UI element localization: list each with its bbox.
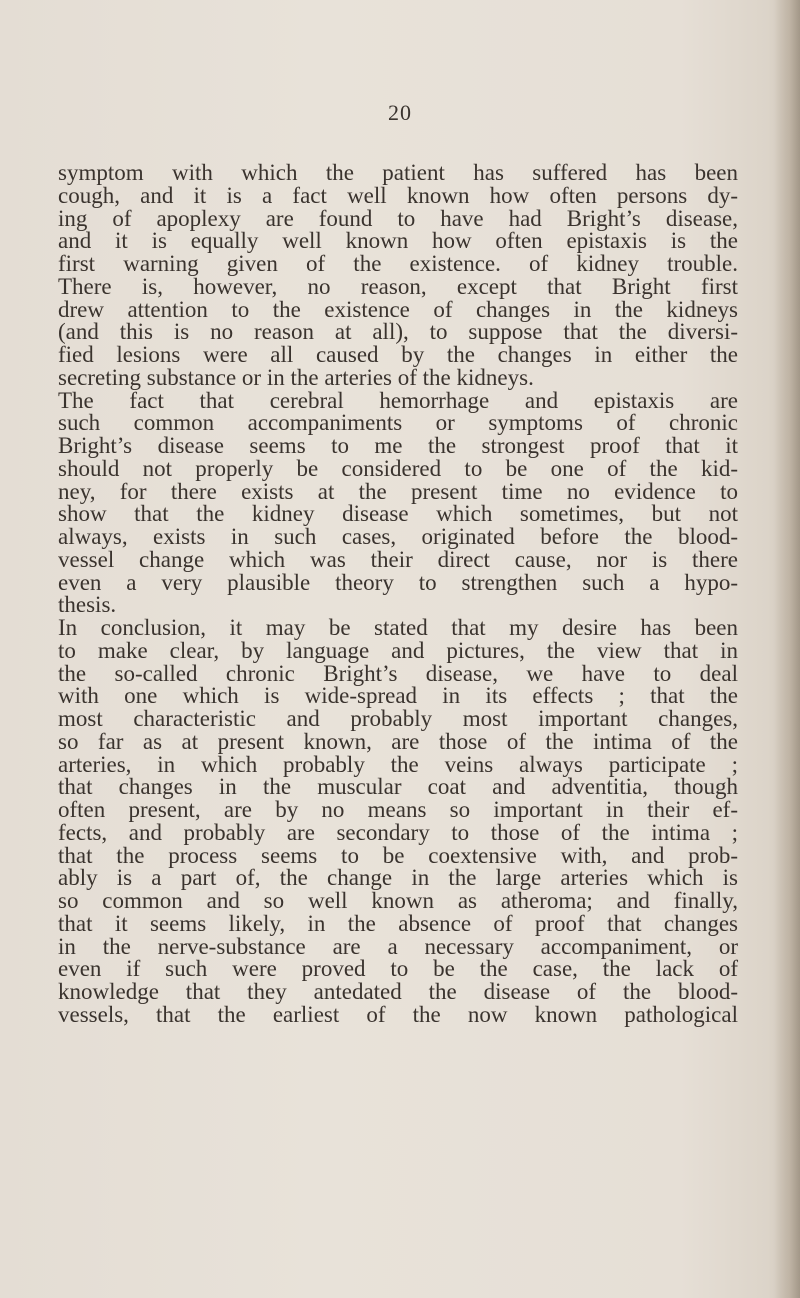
- text-line: in the nerve-substance are a necessary accompaniment, or: [58, 933, 738, 959]
- text-line: so common and so well known as atheroma; and finally,: [58, 888, 738, 913]
- text-line: show that the kidney disease which sometimes, but not: [58, 501, 738, 527]
- text-line: that changes in the muscular coat and adventitia, though: [58, 774, 738, 800]
- text-line: The fact that cerebral hemorrhage and epistaxis are: [58, 387, 738, 413]
- text-line: always, exists in such cases, originated before the blood-: [58, 524, 738, 549]
- text-line: and it is equally well known how often epistaxis is the: [58, 228, 738, 254]
- text-line: fied lesions were all caused by the changes in either the: [58, 342, 738, 367]
- page-edge-shadow: [774, 0, 800, 1298]
- text-line: even if such were proved to be the case, the lack of: [58, 956, 738, 982]
- text-line: arteries, in which probably the veins always participate ;: [58, 751, 738, 777]
- text-line: most characteristic and probably most important changes,: [58, 706, 738, 731]
- text-line: such common accompaniments or symptoms of chronic: [58, 410, 738, 436]
- text-line: (and this is no reason at all), to suppose that the diversi-: [58, 319, 738, 345]
- text-line: ney, for there exists at the present time no evidence to: [58, 478, 738, 504]
- text-line: even a very plausible theory to strengthen such a hypo-: [58, 569, 738, 595]
- text-line: often present, are by no means so important in their ef-: [58, 797, 738, 822]
- text-line: first warning given of the existence. of kidney trouble.: [58, 251, 738, 276]
- text-line: that the process seems to be coextensive with, and prob-: [58, 842, 738, 868]
- text-line: with one which is wide-spread in its effects ; that the: [58, 683, 738, 709]
- text-line: cough, and it is a fact well known how often persons dy-: [58, 182, 738, 208]
- text-line: that it seems likely, in the absence of proof that changes: [58, 910, 738, 936]
- text-line: to make clear, by language and pictures, the view that in: [58, 637, 738, 663]
- text-line: vessel change which was their direct cause, nor is there: [58, 546, 738, 572]
- text-line: There is, however, no reason, except that Bright first: [58, 273, 738, 299]
- page-number: 20: [388, 100, 412, 125]
- text-line: ably is a part of, the change in the large arteries which is: [58, 865, 738, 891]
- text-line: knowledge that they antedated the disease of the blood-: [58, 979, 738, 1004]
- text-line: In conclusion, it may be stated that my desire has been: [58, 615, 738, 640]
- text-line: Bright’s disease seems to me the strongest proof that it: [58, 433, 738, 458]
- text-line: drew attention to the existence of changes in the kidneys: [58, 296, 738, 322]
- text-line: so far as at present known, are those of the intima of the: [58, 728, 738, 754]
- text-line: thesis.: [58, 592, 117, 618]
- text-line: vessels, that the earliest of the now known pathological: [58, 1001, 738, 1027]
- text-line: ing of apoplexy are found to have had Bright’s disease,: [58, 205, 738, 231]
- text-line: should not properly be considered to be one of the kid-: [58, 455, 738, 481]
- text-line: symptom with which the patient has suffered has been: [58, 160, 738, 185]
- body-text: [58, 162, 738, 1027]
- text-line: fects, and probably are secondary to those of the intima ;: [58, 819, 738, 845]
- text-line: the so-called chronic Bright’s disease, we have to deal: [58, 660, 738, 686]
- text-line: secreting substance or in the arteries of the kidneys.: [58, 364, 534, 390]
